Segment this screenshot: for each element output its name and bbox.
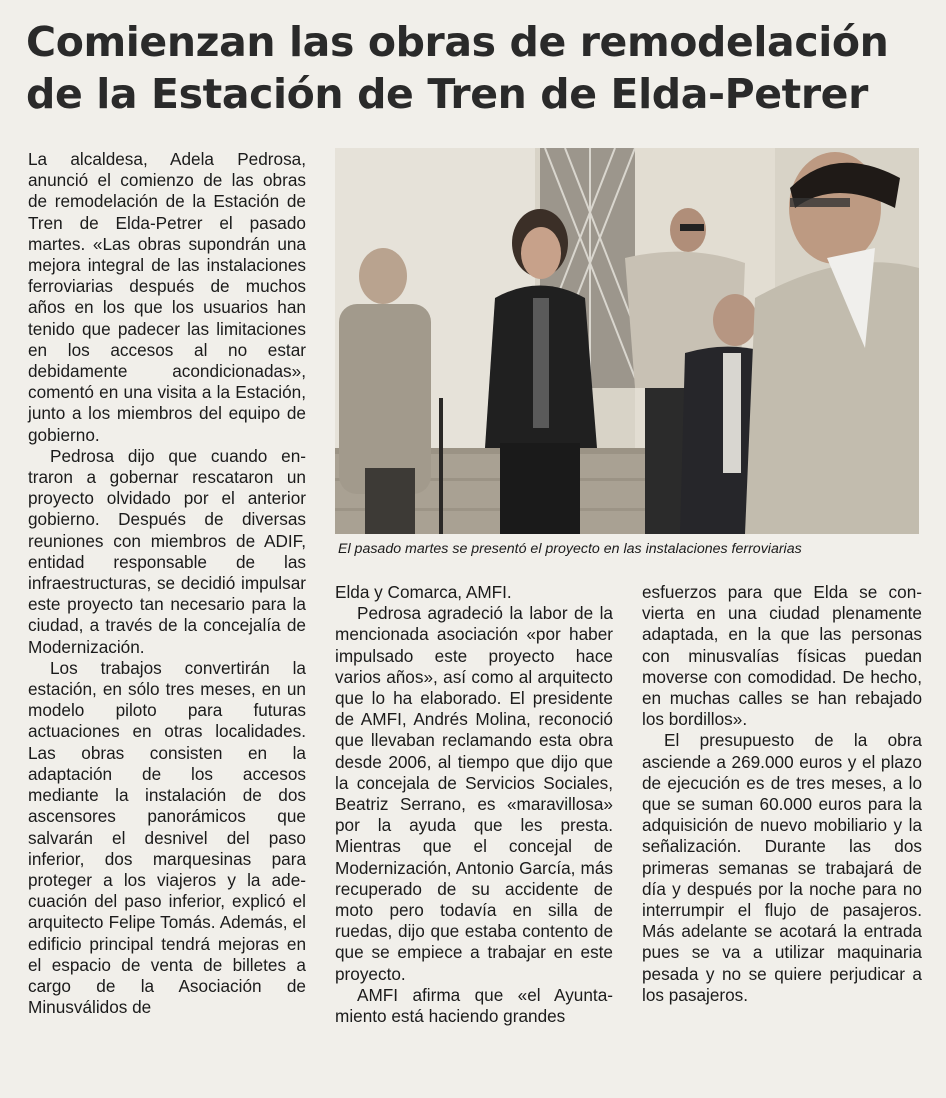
headline [26,16,931,120]
paragraph: Los trabajos convertirán la estación, en sólo tres meses, en un modelo piloto para futuras actuaciones en otras localidades. Las obras consisten en la adaptación de los accesos mediante la instalación de dos ascensores panorámicos que salvarán el desnivel del paso inferior, dos marquesinas para proteger a los viajeros y la adecuación del paso inferior, explicó el arquitecto Felipe Tomás. Además, el edificio principal tendrá mejoras en el espacio de venta de billetes a cargo de la Asociación de Minusválidos de [28,657,306,1018]
headline-line-1: Comienzan las obras de remodelación [26,18,889,66]
column-1 [28,149,306,1018]
headline-line-2: de la Estación de Tren de Elda-Petrer [26,70,868,118]
paragraph: Pedrosa dijo que cuando entraron a gobernar rescataron un proyecto olvidado por el anterior gobierno. Después de diversas reuniones con miembros de ADIF, entidad responsable de las infraestructuras, se decidió impulsar este proyecto tan necesario para la ciudad, a través de la concejalía de Modernización. [28,445,306,657]
article-photo [335,148,919,534]
photo-caption: El pasado martes se presentó el proyecto en las instalaciones ferroviarias [338,541,802,557]
paragraph: AMFI afirma que «el Ayuntamiento está haciendo grandes [335,984,613,1027]
paragraph: Elda y Comarca, AMFI. [335,582,512,602]
paragraph: La alcaldesa, Adela Pedrosa, anunció el comienzo de las obras de remodelación de la Estación de Tren de Elda-Petrer el pasado martes. «Las obras supondrán una mejora integral de las instalaciones ferroviarias después de muchos años en los que los usuarios han tenido que padecer las limitaciones en los accesos al no estar debidamente acondicionadas», comentó en una visita a la Estación, junto a los miembros del equipo de gobierno. [28,149,306,445]
paragraph: esfuerzos para que Elda se convierta en una ciudad plenamente adaptada, en la que las personas con minusvalías físicas puedan moverse con comodidad. De hecho, en muchas calles se han rebajado los bordillos». [642,582,922,730]
column-2 [335,582,613,1027]
paragraph: Pedrosa agradeció la labor de la mencionada asociación «por haber impulsado este proyecto hace varios años», así como al arquitecto que lo ha elaborado. El presidente de AMFI, Andrés Molina, reconoció que llevaban reclamando esta obra desde 2006, al tiempo que dijo que la concejala de Servicios Sociales, Beatriz Serrano, es «maravillosa» por la ayuda que les presta. Mientras que el concejal de Modernización, Antonio García, más recuperado de su accidente de moto pero todavía en silla de ruedas, dijo que estaba contento de que se empiece a trabajar en este proyecto. [335,603,613,984]
paragraph: El presupuesto de la obra asciende a 269.000 euros y el plazo de ejecución es de tres meses, a lo que se suman 60.000 euros para la adquisición de nuevo mobiliario y la señalización. Durante las dos primeras semanas se trabajará de día y después por la noche para no interrumpir el flujo de pasajeros. Más adelante se acotará la entrada pues se va a utilizar maquinaria pesada y no se quiere perjudicar a los pasajeros. [642,730,922,1005]
column-3 [642,582,922,1006]
